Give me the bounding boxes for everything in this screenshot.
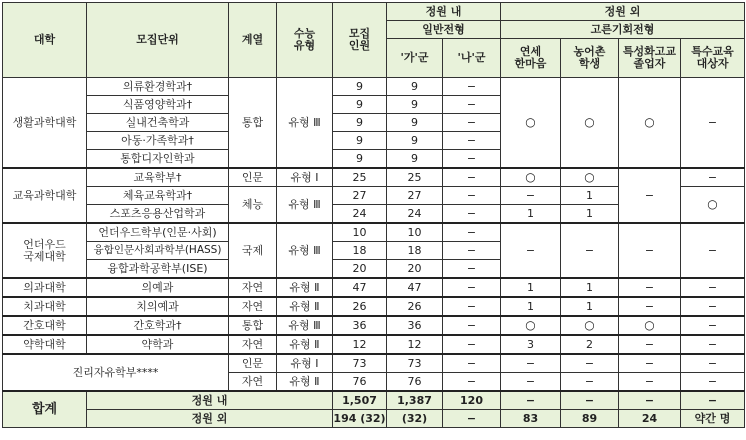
vocational-cell: − [619, 335, 681, 354]
csat-cell: 유형 Ⅰ [277, 168, 333, 187]
quota-cell: 27 [333, 187, 387, 205]
total-outside-ga: (32) [387, 410, 443, 428]
ga-cell: 9 [387, 96, 443, 114]
ga-cell: 76 [387, 373, 443, 392]
header-rural: 농어촌 학생 [561, 39, 619, 78]
track-cell: 통합 [229, 316, 277, 335]
csat-cell: 유형 Ⅱ [277, 297, 333, 316]
ga-cell: 20 [387, 260, 443, 279]
liberal-studies-cell: 진리자유학부**** [3, 354, 229, 391]
univ-cell: 약학대학 [3, 335, 87, 354]
univ-cell: 교육과학대학 [3, 168, 87, 223]
quota-cell: 26 [333, 297, 387, 316]
track-cell: 자연 [229, 335, 277, 354]
rural-cell: 1 [561, 297, 619, 316]
quota-cell: 9 [333, 114, 387, 132]
header-opportunity: 고른기회전형 [501, 21, 745, 39]
special-ed-cell: − [681, 297, 745, 316]
unit-cell: 치의예과 [87, 297, 229, 316]
header-inside-quota: 정원 내 [387, 3, 501, 21]
na-cell: − [443, 205, 501, 224]
track-cell: 인문 [229, 354, 277, 373]
ga-cell: 73 [387, 354, 443, 373]
yonsei-cell: − [501, 373, 561, 392]
admissions-quota-table [2, 2, 745, 428]
na-cell: − [443, 150, 501, 169]
na-cell: − [443, 78, 501, 96]
table-row [3, 278, 745, 297]
yonsei-cell: − [501, 187, 561, 205]
header-univ: 대학 [3, 3, 87, 78]
unit-cell: 아동·가족학과† [87, 132, 229, 150]
total-outside-label: 정원 외 [87, 410, 333, 428]
header-yonsei: 연세 한마음 [501, 39, 561, 78]
rural-cell: ○ [561, 168, 619, 187]
track-cell: 인문 [229, 168, 277, 187]
unit-cell: 통합디자인학과 [87, 150, 229, 169]
total-row-inside [3, 391, 745, 410]
total-inside-yonsei: − [501, 391, 561, 410]
vocational-cell: − [619, 373, 681, 392]
special-ed-cell: − [681, 335, 745, 354]
total-outside-vocational: 24 [619, 410, 681, 428]
total-outside-na: − [443, 410, 501, 428]
special-ed-cell: − [681, 316, 745, 335]
header-csat-type: 수능 유형 [277, 3, 333, 78]
ga-cell: 26 [387, 297, 443, 316]
quota-cell: 18 [333, 242, 387, 260]
na-cell: − [443, 168, 501, 187]
unit-cell: 의류환경학과† [87, 78, 229, 96]
univ-cell: 생활과학대학 [3, 78, 87, 169]
ga-cell: 24 [387, 205, 443, 224]
table-row [3, 335, 745, 354]
special-ed-cell: ○ [681, 187, 745, 224]
header-ga-group: '가'군 [387, 39, 443, 78]
univ-cell: 치과대학 [3, 297, 87, 316]
total-outside-special-ed: 약간 명 [681, 410, 745, 428]
yonsei-cell: − [501, 223, 561, 278]
csat-cell: 유형 Ⅱ [277, 335, 333, 354]
na-cell: − [443, 223, 501, 242]
header-track: 계열 [229, 3, 277, 78]
track-cell: 자연 [229, 297, 277, 316]
track-cell: 국제 [229, 223, 277, 278]
yonsei-cell: ○ [501, 78, 561, 169]
na-cell: − [443, 132, 501, 150]
header-na-group: '나'군 [443, 39, 501, 78]
csat-cell: 유형 Ⅲ [277, 187, 333, 224]
vocational-cell: − [619, 297, 681, 316]
ga-cell: 12 [387, 335, 443, 354]
quota-cell: 20 [333, 260, 387, 279]
na-cell: − [443, 354, 501, 373]
special-ed-cell: − [681, 278, 745, 297]
total-inside-rural: − [561, 391, 619, 410]
track-cell: 자연 [229, 373, 277, 392]
csat-cell: 유형 Ⅲ [277, 78, 333, 169]
na-cell: − [443, 335, 501, 354]
vocational-cell: − [619, 223, 681, 278]
quota-cell: 9 [333, 150, 387, 169]
na-cell: − [443, 297, 501, 316]
quota-cell: 24 [333, 205, 387, 224]
quota-cell: 36 [333, 316, 387, 335]
table-row [3, 297, 745, 316]
yonsei-cell: ○ [501, 316, 561, 335]
rural-cell: ○ [561, 316, 619, 335]
unit-cell: 융합과학공학부(ISE) [87, 260, 229, 279]
vocational-cell: − [619, 278, 681, 297]
yonsei-cell: 1 [501, 205, 561, 224]
csat-cell: 유형 Ⅰ [277, 354, 333, 373]
univ-cell: 언더우드 국제대학 [3, 223, 87, 278]
ga-cell: 9 [387, 114, 443, 132]
special-ed-cell: − [681, 168, 745, 187]
quota-cell: 73 [333, 354, 387, 373]
na-cell: − [443, 96, 501, 114]
unit-cell: 식품영양학과† [87, 96, 229, 114]
special-ed-cell: − [681, 373, 745, 392]
yonsei-cell: 3 [501, 335, 561, 354]
ga-cell: 9 [387, 150, 443, 169]
rural-cell: − [561, 373, 619, 392]
special-ed-cell: − [681, 223, 745, 278]
quota-cell: 10 [333, 223, 387, 242]
vocational-cell: − [619, 354, 681, 373]
quota-cell: 9 [333, 132, 387, 150]
rural-cell: − [561, 354, 619, 373]
unit-cell: 융합인문사회과학부(HASS) [87, 242, 229, 260]
ga-cell: 25 [387, 168, 443, 187]
vocational-cell: ○ [619, 78, 681, 169]
yonsei-cell: ○ [501, 168, 561, 187]
unit-cell: 언더우드학부(인문·사회) [87, 223, 229, 242]
total-inside-vocational: − [619, 391, 681, 410]
csat-cell: 유형 Ⅱ [277, 373, 333, 392]
univ-cell: 의과대학 [3, 278, 87, 297]
vocational-cell: − [619, 168, 681, 223]
vocational-cell: ○ [619, 316, 681, 335]
track-cell: 통합 [229, 78, 277, 169]
csat-cell: 유형 Ⅱ [277, 278, 333, 297]
na-cell: − [443, 114, 501, 132]
total-inside-special-ed: − [681, 391, 745, 410]
unit-cell: 실내건축학과 [87, 114, 229, 132]
rural-cell: 1 [561, 278, 619, 297]
total-inside-na: 120 [443, 391, 501, 410]
special-ed-cell: − [681, 78, 745, 169]
table-row [3, 78, 745, 96]
unit-cell: 스포츠응용산업학과 [87, 205, 229, 224]
univ-cell: 간호대학 [3, 316, 87, 335]
total-row-outside [3, 410, 745, 428]
ga-cell: 18 [387, 242, 443, 260]
header-quota: 모집 인원 [333, 3, 387, 78]
unit-cell: 간호학과† [87, 316, 229, 335]
ga-cell: 9 [387, 132, 443, 150]
unit-cell: 의예과 [87, 278, 229, 297]
table-row [3, 316, 745, 335]
header-general: 일반전형 [387, 21, 501, 39]
header-special-ed: 특수교육 대상자 [681, 39, 745, 78]
csat-cell: 유형 Ⅲ [277, 316, 333, 335]
na-cell: − [443, 373, 501, 392]
total-label: 합계 [3, 391, 87, 428]
total-inside-label: 정원 내 [87, 391, 333, 410]
na-cell: − [443, 187, 501, 205]
na-cell: − [443, 260, 501, 279]
rural-cell: 2 [561, 335, 619, 354]
unit-cell: 약학과 [87, 335, 229, 354]
yonsei-cell: 1 [501, 297, 561, 316]
track-cell: 자연 [229, 278, 277, 297]
quota-cell: 9 [333, 96, 387, 114]
quota-cell: 9 [333, 78, 387, 96]
total-inside-quota: 1,507 [333, 391, 387, 410]
ga-cell: 10 [387, 223, 443, 242]
unit-cell: 체육교육학과† [87, 187, 229, 205]
table-row [3, 223, 745, 242]
total-outside-quota: 194 (32) [333, 410, 387, 428]
rural-cell: ○ [561, 78, 619, 169]
quota-cell: 47 [333, 278, 387, 297]
header-unit: 모집단위 [87, 3, 229, 78]
total-outside-rural: 89 [561, 410, 619, 428]
header-outside-quota: 정원 외 [501, 3, 745, 21]
rural-cell: 1 [561, 205, 619, 224]
quota-cell: 12 [333, 335, 387, 354]
track-cell: 체능 [229, 187, 277, 224]
yonsei-cell: 1 [501, 278, 561, 297]
csat-cell: 유형 Ⅲ [277, 223, 333, 278]
total-outside-yonsei: 83 [501, 410, 561, 428]
yonsei-cell: − [501, 354, 561, 373]
ga-cell: 27 [387, 187, 443, 205]
na-cell: − [443, 242, 501, 260]
table-row [3, 354, 745, 373]
ga-cell: 36 [387, 316, 443, 335]
quota-cell: 76 [333, 373, 387, 392]
unit-cell: 교육학부† [87, 168, 229, 187]
rural-cell: − [561, 223, 619, 278]
total-inside-ga: 1,387 [387, 391, 443, 410]
na-cell: − [443, 316, 501, 335]
ga-cell: 9 [387, 78, 443, 96]
na-cell: − [443, 278, 501, 297]
rural-cell: 1 [561, 187, 619, 205]
table-row [3, 168, 745, 187]
header-vocational: 특성화고교 졸업자 [619, 39, 681, 78]
special-ed-cell: − [681, 354, 745, 373]
ga-cell: 47 [387, 278, 443, 297]
quota-cell: 25 [333, 168, 387, 187]
